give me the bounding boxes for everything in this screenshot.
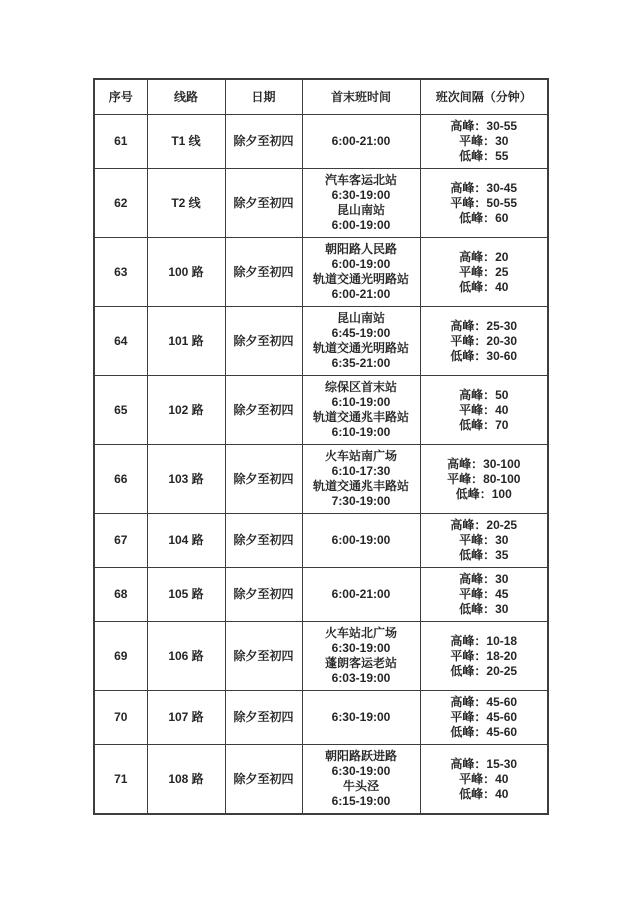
cell-serial-number-line: 70: [114, 710, 128, 724]
table-row: [94, 445, 548, 514]
cell-date-range-line: 除夕至初四: [233, 333, 294, 348]
cell-first-last-times-line: 6:30-19:00: [331, 710, 391, 724]
cell-first-last-times: [302, 238, 420, 307]
cell-route-line: [147, 622, 225, 691]
column-header: 首末班时间: [302, 79, 420, 115]
cell-intervals: [420, 568, 548, 622]
cell-first-last-times: [302, 514, 420, 568]
cell-intervals-line: 平峰：30: [459, 533, 509, 547]
cell-date-range-line: 除夕至初四: [233, 134, 294, 148]
column-header: 序号: [94, 79, 147, 115]
cell-first-last-times-line: 6:00-21:00: [331, 134, 391, 148]
cell-serial-number: [94, 445, 147, 514]
cell-serial-number-line: 69: [114, 648, 128, 663]
cell-first-last-times-line: 6:30-19:00: [331, 188, 391, 202]
cell-route-line-line: 105 路: [168, 587, 204, 601]
cell-first-last-times-line: 6:30-19:00: [331, 641, 391, 655]
cell-first-last-times-line: 蓬朗客运老站: [324, 656, 397, 670]
cell-first-last-times-line: 轨道交通兆丰路站: [312, 410, 409, 424]
cell-first-last-times-line: 6:00-19:00: [331, 257, 391, 271]
cell-serial-number-line: 62: [114, 195, 128, 210]
cell-route-line-line: 104 路: [168, 533, 204, 547]
cell-first-last-times: [302, 376, 420, 445]
cell-first-last-times-line: 6:10-19:00: [331, 425, 391, 439]
cell-route-line: [147, 169, 225, 238]
cell-first-last-times: [302, 115, 420, 169]
cell-first-last-times: [302, 169, 420, 238]
cell-intervals-line: 平峰：45: [459, 587, 509, 601]
cell-date-range: [225, 745, 302, 815]
cell-first-last-times-line: 昆山南站: [336, 203, 385, 217]
cell-intervals-line: 低峰：30-60: [450, 348, 518, 363]
cell-route-line: [147, 514, 225, 568]
cell-date-range: [225, 514, 302, 568]
cell-intervals-line: 平峰：25: [459, 264, 509, 279]
cell-intervals-line: 高峰：20-25: [450, 518, 518, 532]
cell-first-last-times-line: 朝阳路跃进路: [324, 749, 397, 763]
cell-date-range: [225, 376, 302, 445]
cell-intervals-line: 平峰：20-30: [450, 333, 518, 348]
cell-serial-number: [94, 169, 147, 238]
cell-date-range: [225, 307, 302, 376]
cell-intervals-line: 高峰：30-55: [450, 119, 518, 133]
table-row: [94, 514, 548, 568]
column-header: 线路: [147, 79, 225, 115]
cell-first-last-times-line: 火车站南广场: [324, 449, 397, 463]
cell-date-range-line: 除夕至初四: [233, 710, 294, 724]
table-row: [94, 169, 548, 238]
cell-first-last-times-line: 6:10-19:00: [331, 395, 391, 409]
table-row: [94, 691, 548, 745]
table-row: [94, 307, 548, 376]
table-row: [94, 238, 548, 307]
cell-intervals-line: 平峰：50-55: [450, 195, 518, 210]
cell-first-last-times-line: 6:00-21:00: [331, 287, 391, 301]
cell-date-range: [225, 691, 302, 745]
cell-intervals-line: 高峰：30-100: [447, 456, 521, 471]
cell-route-line: [147, 376, 225, 445]
cell-serial-number-line: 64: [114, 333, 128, 348]
table-row: [94, 568, 548, 622]
cell-first-last-times-line: 6:00-19:00: [331, 533, 391, 547]
cell-route-line-line: 108 路: [168, 771, 204, 786]
table-row: [94, 115, 548, 169]
cell-first-last-times: [302, 445, 420, 514]
header-row: [94, 79, 548, 115]
cell-route-line: [147, 445, 225, 514]
table-row: [94, 376, 548, 445]
cell-first-last-times-line: 7:30-19:00: [331, 494, 391, 508]
cell-intervals-line: 低峰：35: [459, 548, 509, 562]
cell-route-line: [147, 238, 225, 307]
cell-intervals-line: 高峰：45-60: [450, 695, 518, 709]
cell-serial-number: [94, 691, 147, 745]
cell-intervals-line: 低峰：40: [459, 279, 509, 294]
cell-date-range-line: 除夕至初四: [233, 402, 294, 417]
cell-intervals-line: 低峰：60: [459, 210, 509, 225]
cell-date-range: [225, 238, 302, 307]
table-body: [94, 115, 548, 815]
column-header: 日期: [225, 79, 302, 115]
cell-first-last-times-line: 6:00-19:00: [331, 218, 391, 232]
cell-intervals-line: 低峰：70: [459, 417, 509, 432]
cell-serial-number-line: 63: [114, 264, 128, 279]
cell-first-last-times-line: 牛头泾: [342, 779, 379, 793]
cell-intervals-line: 高峰：30-45: [450, 180, 518, 195]
cell-first-last-times-line: 综保区首末站: [324, 380, 397, 394]
cell-intervals-line: 平峰：40: [459, 771, 509, 786]
cell-serial-number-line: 65: [114, 402, 128, 417]
cell-first-last-times-line: 6:35-21:00: [331, 356, 391, 370]
cell-intervals-line: 高峰：30: [459, 572, 509, 586]
cell-serial-number: [94, 307, 147, 376]
cell-route-line: [147, 568, 225, 622]
cell-first-last-times-line: 朝阳路人民路: [324, 242, 397, 256]
cell-intervals-line: 高峰：15-30: [450, 756, 518, 771]
cell-route-line: [147, 745, 225, 815]
cell-first-last-times-line: 6:30-19:00: [331, 764, 391, 778]
cell-intervals-line: 高峰：25-30: [450, 318, 518, 333]
cell-serial-number-line: 61: [114, 134, 128, 148]
cell-first-last-times: [302, 691, 420, 745]
cell-intervals: [420, 691, 548, 745]
cell-intervals-line: 低峰：40: [459, 786, 509, 801]
cell-intervals-line: 平峰：45-60: [450, 710, 518, 724]
cell-first-last-times-line: 6:10-17:30: [331, 464, 391, 478]
cell-first-last-times-line: 轨道交通光明路站: [312, 272, 409, 286]
cell-date-range: [225, 169, 302, 238]
cell-serial-number-line: 68: [114, 587, 128, 601]
cell-serial-number: [94, 115, 147, 169]
cell-route-line-line: 103 路: [168, 471, 204, 486]
cell-route-line-line: 107 路: [168, 710, 204, 724]
cell-serial-number-line: 71: [114, 771, 128, 786]
cell-first-last-times: [302, 745, 420, 815]
cell-serial-number: [94, 514, 147, 568]
cell-route-line: [147, 691, 225, 745]
cell-route-line: [147, 307, 225, 376]
cell-date-range-line: 除夕至初四: [233, 587, 294, 601]
bus-schedule-table: [93, 78, 549, 815]
cell-intervals-line: 低峰：30: [459, 602, 509, 616]
cell-first-last-times: [302, 622, 420, 691]
cell-date-range: [225, 115, 302, 169]
cell-route-line: [147, 115, 225, 169]
cell-serial-number: [94, 745, 147, 815]
cell-route-line-line: T2 线: [171, 195, 201, 210]
cell-serial-number-line: 67: [114, 533, 128, 547]
cell-date-range: [225, 445, 302, 514]
cell-intervals-line: 低峰：20-25: [450, 663, 518, 678]
cell-serial-number: [94, 376, 147, 445]
cell-serial-number-line: 66: [114, 471, 128, 486]
cell-intervals: [420, 115, 548, 169]
cell-serial-number: [94, 568, 147, 622]
cell-serial-number: [94, 238, 147, 307]
cell-first-last-times: [302, 307, 420, 376]
cell-first-last-times-line: 火车站北广场: [324, 626, 397, 640]
cell-date-range: [225, 568, 302, 622]
cell-first-last-times-line: 昆山南站: [336, 311, 385, 325]
cell-first-last-times-line: 6:03-19:00: [331, 671, 391, 685]
cell-route-line-line: 106 路: [168, 648, 204, 663]
cell-intervals-line: 高峰：50: [459, 387, 509, 402]
cell-first-last-times-line: 轨道交通光明路站: [312, 341, 409, 355]
cell-intervals: [420, 307, 548, 376]
cell-date-range: [225, 622, 302, 691]
cell-intervals-line: 低峰：100: [455, 486, 512, 501]
cell-date-range-line: 除夕至初四: [233, 771, 294, 786]
cell-intervals-line: 低峰：55: [459, 149, 509, 163]
cell-intervals: [420, 745, 548, 815]
cell-date-range-line: 除夕至初四: [233, 195, 294, 210]
cell-first-last-times-line: 6:15-19:00: [331, 794, 391, 808]
cell-intervals: [420, 514, 548, 568]
column-header: 班次间隔（分钟）: [420, 79, 548, 115]
cell-intervals-line: 平峰：80-100: [447, 471, 521, 486]
cell-intervals-line: 平峰：40: [459, 402, 509, 417]
cell-first-last-times: [302, 568, 420, 622]
cell-route-line-line: 100 路: [168, 264, 204, 279]
cell-intervals: [420, 238, 548, 307]
cell-first-last-times-line: 轨道交通兆丰路站: [312, 479, 409, 493]
cell-intervals: [420, 376, 548, 445]
cell-date-range-line: 除夕至初四: [233, 264, 294, 279]
cell-first-last-times-line: 6:45-19:00: [331, 326, 391, 340]
cell-intervals: [420, 445, 548, 514]
cell-intervals-line: 低峰：45-60: [450, 725, 518, 739]
cell-intervals: [420, 169, 548, 238]
cell-route-line-line: 102 路: [168, 402, 204, 417]
cell-first-last-times-line: 6:00-21:00: [331, 587, 391, 601]
cell-date-range-line: 除夕至初四: [233, 471, 294, 486]
cell-intervals-line: 平峰：18-20: [450, 648, 518, 663]
cell-intervals-line: 高峰：20: [459, 249, 509, 264]
cell-intervals-line: 高峰：10-18: [450, 633, 518, 648]
table-row: [94, 745, 548, 815]
cell-intervals: [420, 622, 548, 691]
cell-first-last-times-line: 汽车客运北站: [324, 173, 397, 187]
cell-date-range-line: 除夕至初四: [233, 648, 294, 663]
table-row: [94, 622, 548, 691]
cell-intervals-line: 平峰：30: [459, 134, 509, 148]
cell-serial-number: [94, 622, 147, 691]
cell-date-range-line: 除夕至初四: [233, 533, 294, 547]
cell-route-line-line: T1 线: [171, 134, 201, 148]
cell-route-line-line: 101 路: [168, 333, 204, 348]
